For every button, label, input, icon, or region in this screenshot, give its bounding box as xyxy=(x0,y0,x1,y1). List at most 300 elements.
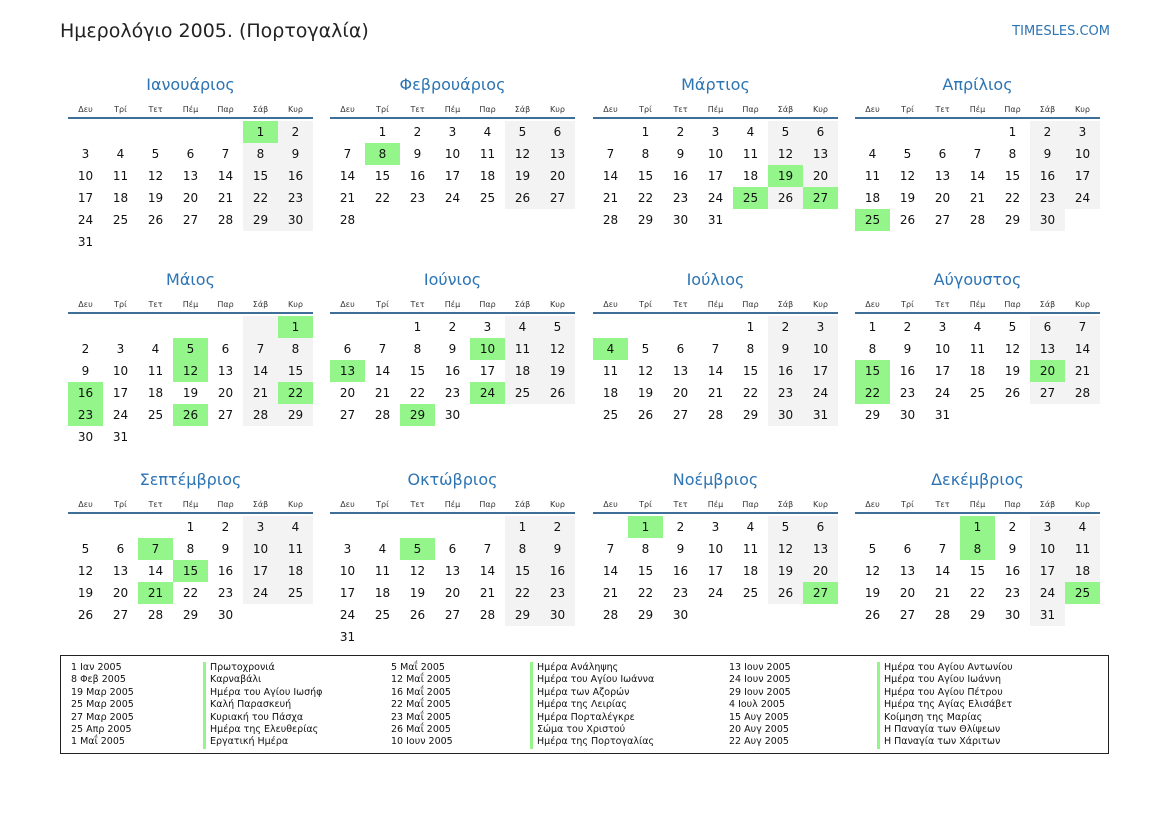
day-cell[interactable]: 9 xyxy=(903,342,912,356)
day-cell[interactable]: 6 xyxy=(903,542,912,556)
day-cell[interactable]: 13 xyxy=(934,169,951,183)
day-cell[interactable]: 28 xyxy=(602,213,619,227)
day-cell[interactable]: 17 xyxy=(934,364,951,378)
day-cell[interactable]: 29 xyxy=(278,404,313,426)
day-cell[interactable]: 18 xyxy=(742,169,759,183)
day-cell[interactable]: 2 xyxy=(81,342,90,356)
day-cell[interactable]: 5 xyxy=(151,147,160,161)
holiday-day[interactable]: 5 xyxy=(400,538,435,560)
day-cell[interactable]: 1 xyxy=(505,516,540,538)
day-cell[interactable]: 17 xyxy=(479,364,496,378)
day-cell[interactable]: 13 xyxy=(112,564,129,578)
day-cell[interactable]: 29 xyxy=(637,213,654,227)
day-cell[interactable]: 1 xyxy=(378,125,387,139)
holiday-day[interactable]: 7 xyxy=(138,538,173,560)
day-cell[interactable]: 24 xyxy=(707,586,724,600)
day-cell[interactable]: 24 xyxy=(243,582,278,604)
day-cell[interactable]: 11 xyxy=(969,342,986,356)
day-cell[interactable]: 30 xyxy=(672,608,689,622)
day-cell[interactable]: 3 xyxy=(243,516,278,538)
holiday-day[interactable]: 29 xyxy=(400,404,435,426)
day-cell[interactable]: 7 xyxy=(378,342,387,356)
day-cell[interactable]: 30 xyxy=(217,608,234,622)
day-cell[interactable]: 30 xyxy=(672,213,689,227)
day-cell[interactable]: 16 xyxy=(540,560,575,582)
day-cell[interactable]: 9 xyxy=(768,338,803,360)
day-cell[interactable]: 13 xyxy=(803,143,838,165)
day-cell[interactable]: 31 xyxy=(77,235,94,249)
day-cell[interactable]: 20 xyxy=(672,386,689,400)
day-cell[interactable]: 31 xyxy=(1030,604,1065,626)
day-cell[interactable]: 18 xyxy=(112,191,129,205)
day-cell[interactable]: 8 xyxy=(746,342,755,356)
day-cell[interactable]: 11 xyxy=(742,542,759,556)
day-cell[interactable]: 24 xyxy=(803,382,838,404)
day-cell[interactable]: 28 xyxy=(969,213,986,227)
day-cell[interactable]: 29 xyxy=(742,408,759,422)
day-cell[interactable]: 18 xyxy=(278,560,313,582)
day-cell[interactable]: 28 xyxy=(339,213,356,227)
day-cell[interactable]: 10 xyxy=(243,538,278,560)
day-cell[interactable]: 11 xyxy=(864,169,881,183)
day-cell[interactable]: 8 xyxy=(868,342,877,356)
day-cell[interactable]: 17 xyxy=(77,191,94,205)
day-cell[interactable]: 23 xyxy=(217,586,234,600)
day-cell[interactable]: 4 xyxy=(116,147,125,161)
day-cell[interactable]: 25 xyxy=(742,586,759,600)
day-cell[interactable]: 22 xyxy=(505,582,540,604)
day-cell[interactable]: 16 xyxy=(409,169,426,183)
day-cell[interactable]: 21 xyxy=(969,191,986,205)
day-cell[interactable]: 18 xyxy=(505,360,540,382)
day-cell[interactable]: 25 xyxy=(479,191,496,205)
day-cell[interactable]: 26 xyxy=(409,608,426,622)
day-cell[interactable]: 7 xyxy=(606,542,615,556)
day-cell[interactable]: 6 xyxy=(116,542,125,556)
day-cell[interactable]: 15 xyxy=(1004,169,1021,183)
holiday-day[interactable]: 8 xyxy=(365,143,400,165)
day-cell[interactable]: 20 xyxy=(934,191,951,205)
day-cell[interactable]: 12 xyxy=(768,538,803,560)
day-cell[interactable]: 18 xyxy=(147,386,164,400)
day-cell[interactable]: 14 xyxy=(934,564,951,578)
day-cell[interactable]: 23 xyxy=(899,386,916,400)
day-cell[interactable]: 26 xyxy=(1004,386,1021,400)
day-cell[interactable]: 13 xyxy=(217,364,234,378)
holiday-day[interactable]: 23 xyxy=(68,404,103,426)
day-cell[interactable]: 18 xyxy=(374,586,391,600)
day-cell[interactable]: 8 xyxy=(641,147,650,161)
day-cell[interactable]: 12 xyxy=(637,364,654,378)
day-cell[interactable]: 21 xyxy=(217,191,234,205)
day-cell[interactable]: 15 xyxy=(505,560,540,582)
day-cell[interactable]: 5 xyxy=(505,121,540,143)
day-cell[interactable]: 10 xyxy=(803,338,838,360)
day-cell[interactable]: 10 xyxy=(707,147,724,161)
day-cell[interactable]: 28 xyxy=(934,608,951,622)
day-cell[interactable]: 4 xyxy=(278,516,313,538)
day-cell[interactable]: 13 xyxy=(540,143,575,165)
day-cell[interactable]: 27 xyxy=(339,408,356,422)
day-cell[interactable]: 3 xyxy=(711,125,720,139)
day-cell[interactable]: 10 xyxy=(339,564,356,578)
day-cell[interactable]: 5 xyxy=(641,342,650,356)
day-cell[interactable]: 1 xyxy=(641,125,650,139)
day-cell[interactable]: 24 xyxy=(339,608,356,622)
day-cell[interactable]: 2 xyxy=(768,316,803,338)
holiday-day[interactable]: 16 xyxy=(68,382,103,404)
day-cell[interactable]: 15 xyxy=(374,169,391,183)
day-cell[interactable]: 20 xyxy=(182,191,199,205)
day-cell[interactable]: 11 xyxy=(112,169,129,183)
day-cell[interactable]: 23 xyxy=(278,187,313,209)
day-cell[interactable]: 9 xyxy=(676,542,685,556)
day-cell[interactable]: 16 xyxy=(672,169,689,183)
holiday-day[interactable]: 1 xyxy=(628,516,663,538)
day-cell[interactable]: 12 xyxy=(505,143,540,165)
day-cell[interactable]: 12 xyxy=(864,564,881,578)
day-cell[interactable]: 24 xyxy=(77,213,94,227)
day-cell[interactable]: 27 xyxy=(217,408,234,422)
day-cell[interactable]: 16 xyxy=(1004,564,1021,578)
day-cell[interactable]: 5 xyxy=(81,542,90,556)
day-cell[interactable]: 17 xyxy=(243,560,278,582)
day-cell[interactable]: 9 xyxy=(540,538,575,560)
site-link[interactable]: TIMESLES.COM xyxy=(1012,24,1110,39)
day-cell[interactable]: 29 xyxy=(243,209,278,231)
day-cell[interactable]: 20 xyxy=(803,560,838,582)
day-cell[interactable]: 27 xyxy=(672,408,689,422)
day-cell[interactable]: 5 xyxy=(540,316,575,338)
day-cell[interactable]: 17 xyxy=(707,169,724,183)
day-cell[interactable]: 23 xyxy=(1030,187,1065,209)
day-cell[interactable]: 16 xyxy=(278,165,313,187)
day-cell[interactable]: 1 xyxy=(746,320,755,334)
day-cell[interactable]: 6 xyxy=(186,147,195,161)
day-cell[interactable]: 7 xyxy=(606,147,615,161)
day-cell[interactable]: 31 xyxy=(112,430,129,444)
day-cell[interactable]: 15 xyxy=(243,165,278,187)
day-cell[interactable]: 16 xyxy=(444,364,461,378)
day-cell[interactable]: 30 xyxy=(899,408,916,422)
day-cell[interactable]: 6 xyxy=(803,516,838,538)
day-cell[interactable]: 14 xyxy=(1065,338,1100,360)
day-cell[interactable]: 7 xyxy=(221,147,230,161)
day-cell[interactable]: 11 xyxy=(374,564,391,578)
day-cell[interactable]: 4 xyxy=(973,320,982,334)
day-cell[interactable]: 25 xyxy=(112,213,129,227)
day-cell[interactable]: 2 xyxy=(676,520,685,534)
day-cell[interactable]: 14 xyxy=(602,169,619,183)
day-cell[interactable]: 25 xyxy=(969,386,986,400)
day-cell[interactable]: 14 xyxy=(243,360,278,382)
day-cell[interactable]: 1 xyxy=(1008,125,1017,139)
day-cell[interactable]: 28 xyxy=(1065,382,1100,404)
holiday-day[interactable]: 1 xyxy=(960,516,995,538)
day-cell[interactable]: 12 xyxy=(1004,342,1021,356)
day-cell[interactable]: 17 xyxy=(444,169,461,183)
day-cell[interactable]: 4 xyxy=(151,342,160,356)
day-cell[interactable]: 28 xyxy=(602,608,619,622)
day-cell[interactable]: 19 xyxy=(77,586,94,600)
day-cell[interactable]: 28 xyxy=(147,608,164,622)
day-cell[interactable]: 9 xyxy=(278,143,313,165)
day-cell[interactable]: 3 xyxy=(483,320,492,334)
day-cell[interactable]: 30 xyxy=(540,604,575,626)
day-cell[interactable]: 5 xyxy=(868,542,877,556)
day-cell[interactable]: 6 xyxy=(1030,316,1065,338)
day-cell[interactable]: 31 xyxy=(803,404,838,426)
day-cell[interactable]: 28 xyxy=(374,408,391,422)
holiday-day[interactable]: 1 xyxy=(243,121,278,143)
day-cell[interactable]: 15 xyxy=(637,169,654,183)
holiday-day[interactable]: 4 xyxy=(593,338,628,360)
day-cell[interactable]: 30 xyxy=(1030,209,1065,231)
day-cell[interactable]: 9 xyxy=(448,342,457,356)
day-cell[interactable]: 5 xyxy=(768,121,803,143)
day-cell[interactable]: 7 xyxy=(243,338,278,360)
day-cell[interactable]: 26 xyxy=(768,187,803,209)
day-cell[interactable]: 24 xyxy=(112,408,129,422)
holiday-day[interactable]: 1 xyxy=(278,316,313,338)
day-cell[interactable]: 7 xyxy=(711,342,720,356)
day-cell[interactable]: 15 xyxy=(742,364,759,378)
day-cell[interactable]: 4 xyxy=(378,542,387,556)
day-cell[interactable]: 26 xyxy=(768,582,803,604)
day-cell[interactable]: 14 xyxy=(969,169,986,183)
day-cell[interactable]: 1 xyxy=(413,320,422,334)
day-cell[interactable]: 21 xyxy=(479,586,496,600)
day-cell[interactable]: 26 xyxy=(864,608,881,622)
day-cell[interactable]: 19 xyxy=(768,560,803,582)
day-cell[interactable]: 18 xyxy=(602,386,619,400)
holiday-day[interactable]: 20 xyxy=(1030,360,1065,382)
day-cell[interactable]: 5 xyxy=(1008,320,1017,334)
day-cell[interactable]: 17 xyxy=(112,386,129,400)
day-cell[interactable]: 30 xyxy=(768,404,803,426)
day-cell[interactable]: 19 xyxy=(182,386,199,400)
day-cell[interactable]: 28 xyxy=(479,608,496,622)
day-cell[interactable]: 11 xyxy=(742,147,759,161)
day-cell[interactable]: 11 xyxy=(505,338,540,360)
day-cell[interactable]: 2 xyxy=(221,520,230,534)
day-cell[interactable]: 21 xyxy=(1065,360,1100,382)
day-cell[interactable]: 25 xyxy=(374,608,391,622)
day-cell[interactable]: 23 xyxy=(672,586,689,600)
day-cell[interactable]: 22 xyxy=(1004,191,1021,205)
day-cell[interactable]: 13 xyxy=(444,564,461,578)
holiday-day[interactable]: 15 xyxy=(173,560,208,582)
holiday-day[interactable]: 19 xyxy=(768,165,803,187)
day-cell[interactable]: 11 xyxy=(602,364,619,378)
day-cell[interactable]: 2 xyxy=(278,121,313,143)
day-cell[interactable]: 18 xyxy=(864,191,881,205)
day-cell[interactable]: 14 xyxy=(707,364,724,378)
day-cell[interactable]: 3 xyxy=(116,342,125,356)
day-cell[interactable]: 8 xyxy=(505,538,540,560)
day-cell[interactable]: 11 xyxy=(147,364,164,378)
day-cell[interactable]: 28 xyxy=(243,404,278,426)
day-cell[interactable]: 2 xyxy=(413,125,422,139)
day-cell[interactable]: 11 xyxy=(278,538,313,560)
day-cell[interactable]: 10 xyxy=(112,364,129,378)
day-cell[interactable]: 18 xyxy=(969,364,986,378)
day-cell[interactable]: 19 xyxy=(899,191,916,205)
day-cell[interactable]: 3 xyxy=(938,320,947,334)
day-cell[interactable]: 14 xyxy=(479,564,496,578)
day-cell[interactable]: 14 xyxy=(339,169,356,183)
day-cell[interactable]: 16 xyxy=(899,364,916,378)
day-cell[interactable]: 13 xyxy=(899,564,916,578)
day-cell[interactable]: 16 xyxy=(1030,165,1065,187)
day-cell[interactable]: 4 xyxy=(746,520,755,534)
day-cell[interactable]: 14 xyxy=(217,169,234,183)
day-cell[interactable]: 30 xyxy=(1004,608,1021,622)
day-cell[interactable]: 21 xyxy=(934,586,951,600)
day-cell[interactable]: 20 xyxy=(112,586,129,600)
holiday-day[interactable]: 24 xyxy=(470,382,505,404)
day-cell[interactable]: 29 xyxy=(637,608,654,622)
day-cell[interactable]: 6 xyxy=(803,121,838,143)
day-cell[interactable]: 7 xyxy=(1065,316,1100,338)
holiday-day[interactable]: 15 xyxy=(855,360,890,382)
day-cell[interactable]: 3 xyxy=(1065,121,1100,143)
day-cell[interactable]: 2 xyxy=(676,125,685,139)
day-cell[interactable]: 24 xyxy=(1065,187,1100,209)
day-cell[interactable]: 22 xyxy=(243,187,278,209)
day-cell[interactable]: 17 xyxy=(1030,560,1065,582)
day-cell[interactable]: 5 xyxy=(768,516,803,538)
holiday-day[interactable]: 25 xyxy=(733,187,768,209)
day-cell[interactable]: 24 xyxy=(934,386,951,400)
holiday-day[interactable]: 27 xyxy=(803,582,838,604)
day-cell[interactable]: 7 xyxy=(938,542,947,556)
day-cell[interactable]: 21 xyxy=(707,386,724,400)
day-cell[interactable]: 29 xyxy=(864,408,881,422)
day-cell[interactable]: 3 xyxy=(803,316,838,338)
day-cell[interactable]: 11 xyxy=(479,147,496,161)
day-cell[interactable]: 15 xyxy=(969,564,986,578)
day-cell[interactable]: 26 xyxy=(505,187,540,209)
day-cell[interactable]: 12 xyxy=(147,169,164,183)
day-cell[interactable]: 18 xyxy=(742,564,759,578)
day-cell[interactable]: 19 xyxy=(505,165,540,187)
day-cell[interactable]: 3 xyxy=(343,542,352,556)
holiday-day[interactable]: 22 xyxy=(855,382,890,404)
day-cell[interactable]: 26 xyxy=(899,213,916,227)
day-cell[interactable]: 30 xyxy=(278,209,313,231)
holiday-day[interactable]: 25 xyxy=(855,209,890,231)
day-cell[interactable]: 17 xyxy=(803,360,838,382)
day-cell[interactable]: 22 xyxy=(637,191,654,205)
day-cell[interactable]: 15 xyxy=(278,360,313,382)
day-cell[interactable]: 7 xyxy=(483,542,492,556)
day-cell[interactable]: 17 xyxy=(339,586,356,600)
day-cell[interactable]: 8 xyxy=(186,542,195,556)
day-cell[interactable]: 2 xyxy=(540,516,575,538)
day-cell[interactable]: 31 xyxy=(339,630,356,644)
day-cell[interactable]: 23 xyxy=(768,382,803,404)
day-cell[interactable]: 3 xyxy=(448,125,457,139)
day-cell[interactable]: 9 xyxy=(676,147,685,161)
day-cell[interactable]: 22 xyxy=(409,386,426,400)
day-cell[interactable]: 26 xyxy=(540,382,575,404)
day-cell[interactable]: 21 xyxy=(339,191,356,205)
day-cell[interactable]: 26 xyxy=(147,213,164,227)
day-cell[interactable]: 30 xyxy=(77,430,94,444)
day-cell[interactable]: 4 xyxy=(868,147,877,161)
day-cell[interactable]: 2 xyxy=(903,320,912,334)
day-cell[interactable]: 27 xyxy=(444,608,461,622)
holiday-day[interactable]: 10 xyxy=(470,338,505,360)
day-cell[interactable]: 29 xyxy=(505,604,540,626)
day-cell[interactable]: 1 xyxy=(868,320,877,334)
day-cell[interactable]: 24 xyxy=(444,191,461,205)
day-cell[interactable]: 20 xyxy=(339,386,356,400)
day-cell[interactable]: 8 xyxy=(641,542,650,556)
day-cell[interactable]: 6 xyxy=(938,147,947,161)
day-cell[interactable]: 26 xyxy=(637,408,654,422)
day-cell[interactable]: 10 xyxy=(934,342,951,356)
day-cell[interactable]: 4 xyxy=(746,125,755,139)
day-cell[interactable]: 22 xyxy=(374,191,391,205)
holiday-day[interactable]: 21 xyxy=(138,582,173,604)
day-cell[interactable]: 25 xyxy=(602,408,619,422)
day-cell[interactable]: 24 xyxy=(1030,582,1065,604)
day-cell[interactable]: 19 xyxy=(540,360,575,382)
day-cell[interactable]: 19 xyxy=(637,386,654,400)
day-cell[interactable]: 10 xyxy=(444,147,461,161)
day-cell[interactable]: 29 xyxy=(1004,213,1021,227)
day-cell[interactable]: 9 xyxy=(1030,143,1065,165)
day-cell[interactable]: 22 xyxy=(182,586,199,600)
day-cell[interactable]: 27 xyxy=(540,187,575,209)
day-cell[interactable]: 6 xyxy=(343,342,352,356)
day-cell[interactable]: 17 xyxy=(707,564,724,578)
day-cell[interactable]: 9 xyxy=(413,147,422,161)
day-cell[interactable]: 27 xyxy=(934,213,951,227)
day-cell[interactable]: 14 xyxy=(602,564,619,578)
day-cell[interactable]: 10 xyxy=(77,169,94,183)
day-cell[interactable]: 25 xyxy=(505,382,540,404)
day-cell[interactable]: 15 xyxy=(409,364,426,378)
holiday-day[interactable]: 13 xyxy=(330,360,365,382)
day-cell[interactable]: 27 xyxy=(112,608,129,622)
day-cell[interactable]: 21 xyxy=(374,386,391,400)
day-cell[interactable]: 16 xyxy=(768,360,803,382)
holiday-day[interactable]: 27 xyxy=(803,187,838,209)
day-cell[interactable]: 4 xyxy=(1065,516,1100,538)
holiday-day[interactable]: 8 xyxy=(960,538,995,560)
day-cell[interactable]: 26 xyxy=(77,608,94,622)
day-cell[interactable]: 8 xyxy=(413,342,422,356)
day-cell[interactable]: 18 xyxy=(479,169,496,183)
day-cell[interactable]: 27 xyxy=(1030,382,1065,404)
day-cell[interactable]: 8 xyxy=(1008,147,1017,161)
day-cell[interactable]: 7 xyxy=(973,147,982,161)
day-cell[interactable]: 14 xyxy=(147,564,164,578)
day-cell[interactable]: 20 xyxy=(803,165,838,187)
day-cell[interactable]: 16 xyxy=(217,564,234,578)
day-cell[interactable]: 28 xyxy=(707,408,724,422)
day-cell[interactable]: 3 xyxy=(81,147,90,161)
day-cell[interactable]: 23 xyxy=(444,386,461,400)
day-cell[interactable]: 28 xyxy=(217,213,234,227)
day-cell[interactable]: 6 xyxy=(448,542,457,556)
day-cell[interactable]: 20 xyxy=(444,586,461,600)
day-cell[interactable]: 23 xyxy=(409,191,426,205)
holiday-day[interactable]: 12 xyxy=(173,360,208,382)
